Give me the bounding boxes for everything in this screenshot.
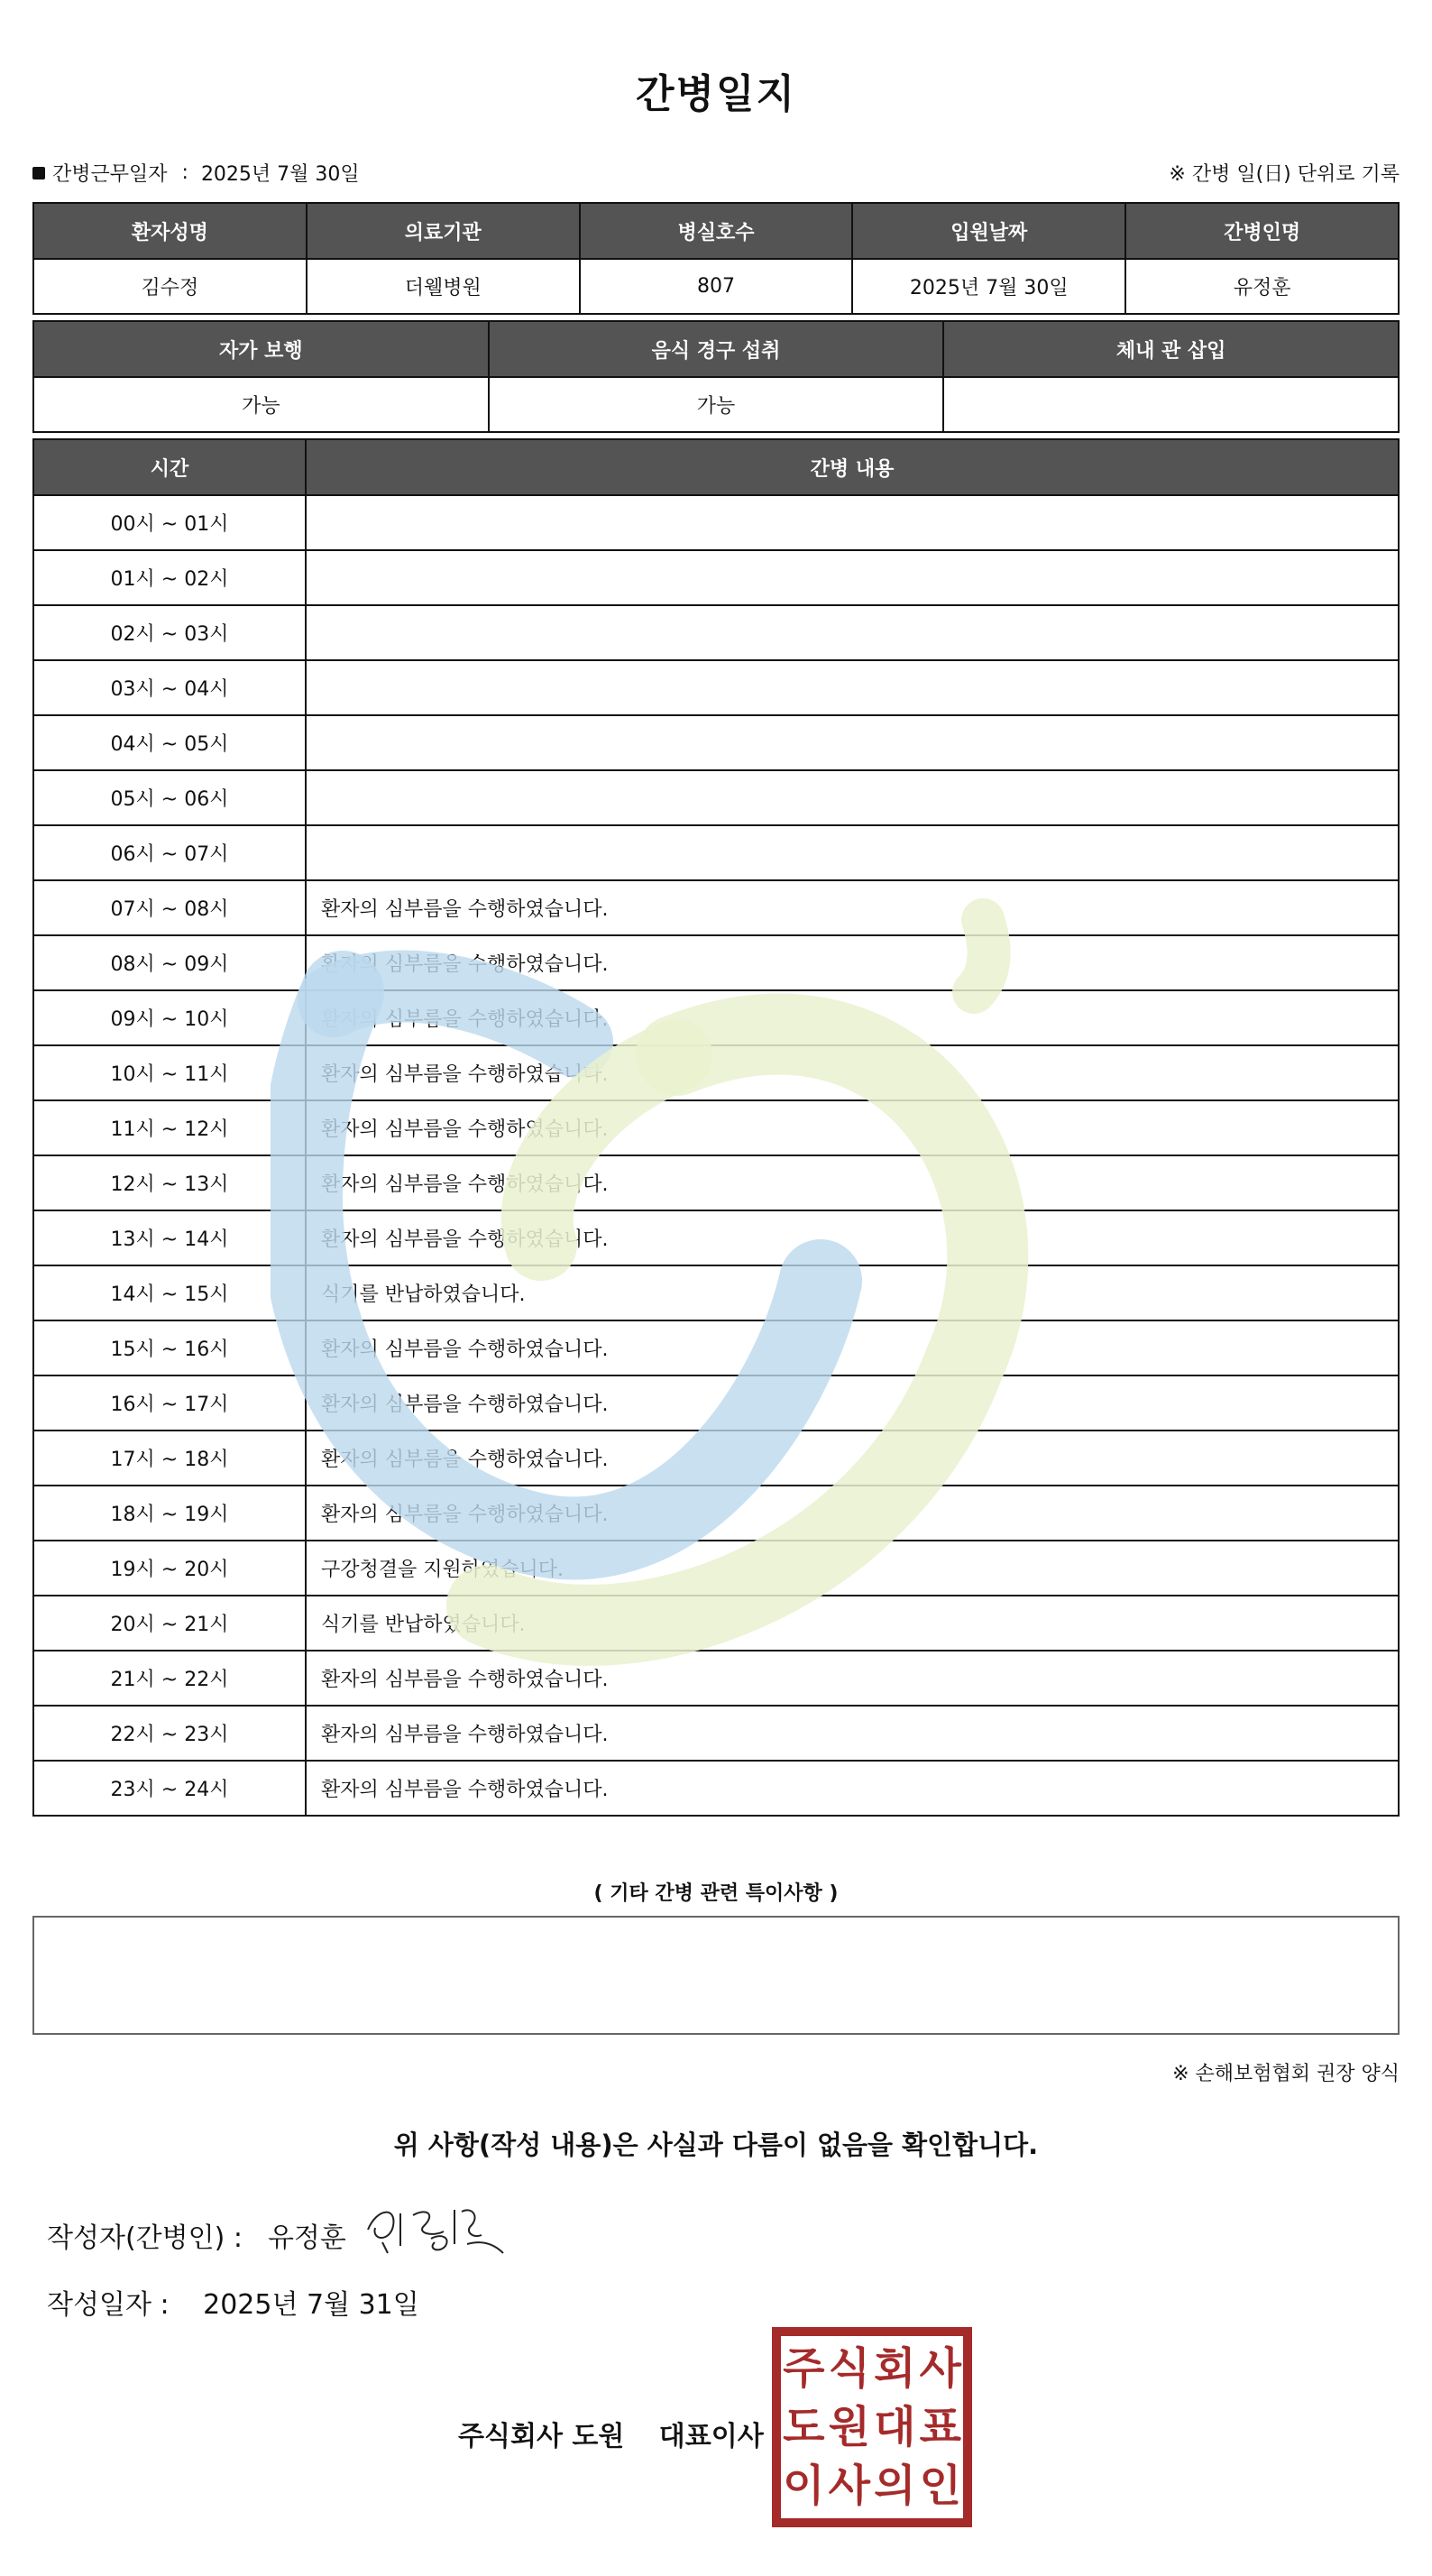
- time-slot: 08시 ~ 09시: [33, 935, 306, 990]
- care-content: 식기를 반납하였습니다.: [306, 1596, 1399, 1651]
- record-note: ※ 간병 일(日) 단위로 기록: [1169, 163, 1400, 186]
- care-content: 환자의 심부름을 수행하였습니다.: [306, 1155, 1399, 1210]
- table-row: [33, 1375, 1399, 1431]
- header-tube-insertion: 체내 관 삽입: [943, 321, 1399, 377]
- table-row: [33, 1320, 1399, 1375]
- company-name: 주식회사 도원: [458, 2421, 625, 2452]
- seal-row-3: [781, 2460, 963, 2511]
- time-slot: 16시 ~ 17시: [33, 1375, 306, 1431]
- care-log-body: [33, 495, 1399, 1816]
- table-row: [33, 825, 1399, 880]
- table-row: [33, 1596, 1399, 1651]
- notes-box: [32, 1916, 1400, 2035]
- care-content: 환자의 심부름을 수행하였습니다.: [306, 1045, 1399, 1100]
- time-slot: 09시 ~ 10시: [33, 990, 306, 1045]
- seal-character: 의: [874, 2460, 916, 2511]
- table-row: [33, 880, 1399, 935]
- seal-character: 주: [783, 2343, 825, 2395]
- table-row: [33, 550, 1399, 605]
- work-date-line: [32, 159, 360, 187]
- header-hospital: 의료기관: [307, 203, 580, 259]
- seal-character: 원: [828, 2401, 870, 2452]
- header-oral-intake: 음식 경구 섭취: [489, 321, 944, 377]
- care-content: 환자의 심부름을 수행하였습니다.: [306, 880, 1399, 935]
- time-slot: 13시 ~ 14시: [33, 1210, 306, 1265]
- seal-character: 회: [874, 2343, 916, 2395]
- writer-label: 작성자(간병인) :: [47, 2222, 243, 2254]
- tube-insertion-value: [943, 377, 1399, 432]
- admission-date: 2025년 7월 30일: [852, 259, 1125, 314]
- table-row: [33, 1100, 1399, 1155]
- care-content: 환자의 심부름을 수행하였습니다.: [306, 990, 1399, 1045]
- care-content: 환자의 심부름을 수행하였습니다.: [306, 1210, 1399, 1265]
- header-caregiver-name: 간병인명: [1125, 203, 1399, 259]
- care-content: 환자의 심부름을 수행하였습니다.: [306, 1320, 1399, 1375]
- time-slot: 07시 ~ 08시: [33, 880, 306, 935]
- care-content: [306, 550, 1399, 605]
- care-content: [306, 660, 1399, 715]
- time-slot: 05시 ~ 06시: [33, 770, 306, 825]
- care-content: 환자의 심부름을 수행하였습니다.: [306, 1375, 1399, 1431]
- table-row: [33, 935, 1399, 990]
- oral-intake-value: 가능: [489, 377, 944, 432]
- table-row: [33, 1651, 1399, 1706]
- care-content: [306, 715, 1399, 770]
- writer-name: 유정훈: [267, 2222, 346, 2254]
- seal-character: 사: [828, 2460, 870, 2511]
- time-slot: 04시 ~ 05시: [33, 715, 306, 770]
- seal-character: 표: [919, 2401, 961, 2452]
- notes-title: ( 기타 간병 관련 특이사항 ): [593, 1882, 839, 1905]
- seal-row-1: [781, 2343, 963, 2395]
- time-slot: 06시 ~ 07시: [33, 825, 306, 880]
- recommend-note: ※ 손해보험협회 권장 양식: [1172, 2063, 1400, 2085]
- header-self-walking: 자가 보행: [33, 321, 489, 377]
- header-care-content: 간병 내용: [306, 439, 1399, 495]
- care-content: [306, 770, 1399, 825]
- table-row: [33, 1541, 1399, 1596]
- table-row: [33, 1155, 1399, 1210]
- seal-character: 이: [783, 2460, 825, 2511]
- time-slot: 18시 ~ 19시: [33, 1486, 306, 1541]
- care-content: 환자의 심부름을 수행하였습니다.: [306, 1100, 1399, 1155]
- time-slot: 10시 ~ 11시: [33, 1045, 306, 1100]
- time-slot: 23시 ~ 24시: [33, 1761, 306, 1816]
- header-admission-date: 입원날짜: [852, 203, 1125, 259]
- patient-info-table: [32, 202, 1400, 315]
- time-slot: 19시 ~ 20시: [33, 1541, 306, 1596]
- table-row: [33, 660, 1399, 715]
- care-log-table: [32, 438, 1400, 1817]
- patient-info-header-row: [33, 203, 1399, 259]
- time-slot: 22시 ~ 23시: [33, 1706, 306, 1761]
- time-slot: 00시 ~ 01시: [33, 495, 306, 550]
- care-content: 환자의 심부름을 수행하였습니다.: [306, 935, 1399, 990]
- care-content: [306, 605, 1399, 660]
- company-line: [458, 2414, 764, 2453]
- time-slot: 12시 ~ 13시: [33, 1155, 306, 1210]
- work-date-value: 2025년 7월 30일: [200, 163, 360, 186]
- patient-name: 김수정: [33, 259, 307, 314]
- self-walking-value: 가능: [33, 377, 489, 432]
- care-content: 환자의 심부름을 수행하였습니다.: [306, 1431, 1399, 1486]
- hospital-name: 더웰병원: [307, 259, 580, 314]
- time-slot: 02시 ~ 03시: [33, 605, 306, 660]
- care-content: [306, 825, 1399, 880]
- write-date-label: 작성일자 :: [47, 2289, 170, 2321]
- writer-line: [47, 2215, 346, 2255]
- patient-status-value-row: [33, 377, 1399, 432]
- seal-character: 대: [874, 2401, 916, 2452]
- header-room-number: 병실호수: [580, 203, 853, 259]
- header-patient-name: 환자성명: [33, 203, 307, 259]
- care-log-header-row: [33, 439, 1399, 495]
- write-date-value: 2025년 7월 31일: [203, 2289, 419, 2321]
- write-date-line: [47, 2282, 419, 2322]
- table-row: [33, 1431, 1399, 1486]
- table-row: [33, 495, 1399, 550]
- table-row: [33, 1045, 1399, 1100]
- care-content: 식기를 반납하였습니다.: [306, 1265, 1399, 1320]
- header-time: 시간: [33, 439, 306, 495]
- time-slot: 11시 ~ 12시: [33, 1100, 306, 1155]
- time-slot: 20시 ~ 21시: [33, 1596, 306, 1651]
- table-row: [33, 715, 1399, 770]
- company-seal-stamp: [772, 2327, 972, 2527]
- table-row: [33, 770, 1399, 825]
- caregiver-name: 유정훈: [1125, 259, 1399, 314]
- document-title: 간병일지: [635, 71, 796, 117]
- care-content: 구강청결을 지원하였습니다.: [306, 1541, 1399, 1596]
- time-slot: 15시 ~ 16시: [33, 1320, 306, 1375]
- time-slot: 03시 ~ 04시: [33, 660, 306, 715]
- seal-row-2: [781, 2401, 963, 2452]
- seal-character: 인: [919, 2460, 961, 2511]
- care-content: 환자의 심부름을 수행하였습니다.: [306, 1761, 1399, 1816]
- work-date-separator: :: [181, 161, 188, 184]
- square-bullet-icon: [32, 167, 45, 179]
- room-number: 807: [580, 259, 853, 314]
- time-slot: 21시 ~ 22시: [33, 1651, 306, 1706]
- seal-character: 식: [828, 2343, 870, 2395]
- seal-character: 사: [919, 2343, 961, 2395]
- representative-title: 대표이사: [658, 2421, 764, 2452]
- table-row: [33, 1210, 1399, 1265]
- table-row: [33, 990, 1399, 1045]
- table-row: [33, 1486, 1399, 1541]
- time-slot: 17시 ~ 18시: [33, 1431, 306, 1486]
- table-row: [33, 1761, 1399, 1816]
- table-row: [33, 1706, 1399, 1761]
- handwritten-signature: [361, 2190, 514, 2262]
- care-content: 환자의 심부름을 수행하였습니다.: [306, 1706, 1399, 1761]
- seal-character: 도: [783, 2401, 825, 2452]
- time-slot: 01시 ~ 02시: [33, 550, 306, 605]
- confirmation-statement: 위 사항(작성 내용)은 사실과 다름이 없음을 확인합니다.: [393, 2130, 1039, 2160]
- table-row: [33, 1265, 1399, 1320]
- time-slot: 14시 ~ 15시: [33, 1265, 306, 1320]
- patient-status-header-row: [33, 321, 1399, 377]
- table-row: [33, 605, 1399, 660]
- care-content: 환자의 심부름을 수행하였습니다.: [306, 1651, 1399, 1706]
- patient-status-table: [32, 320, 1400, 433]
- work-date-label: 간병근무일자: [52, 163, 168, 186]
- care-content: 환자의 심부름을 수행하였습니다.: [306, 1486, 1399, 1541]
- patient-info-value-row: [33, 259, 1399, 314]
- care-content: [306, 495, 1399, 550]
